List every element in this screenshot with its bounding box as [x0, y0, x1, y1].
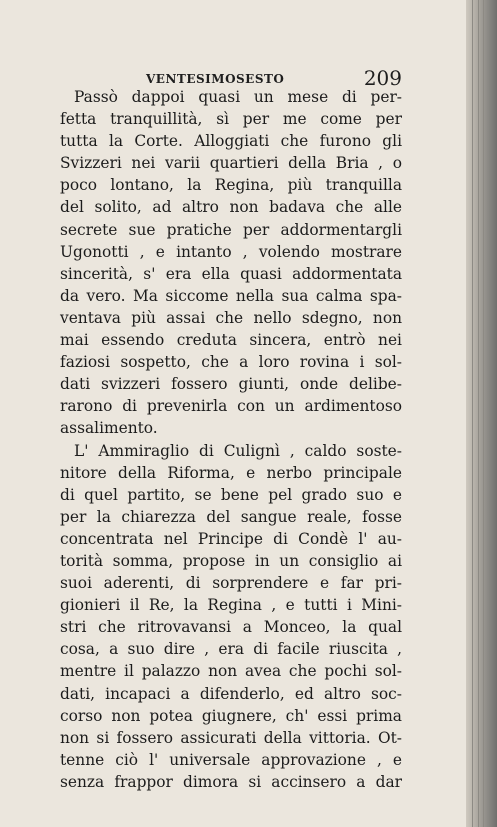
text-line: per la chiarezza del sangue reale, fosse: [60, 507, 402, 526]
text-line: senza frappor dimora si accinsero a dar: [60, 772, 402, 791]
page-edge-line: [472, 0, 473, 827]
text-line: sincerità, s' era ella quasi addormentata: [60, 264, 402, 283]
text-line: dati svizzeri fossero giunti, onde delibe-: [60, 375, 402, 394]
text-line: secrete sue pratiche per addormentargli: [60, 220, 402, 239]
text-line: corso non potea giugnere, ch' essi prima: [60, 706, 402, 725]
text-line: L' Ammiraglio di Culignì , caldo soste-: [74, 441, 402, 460]
text-line: gionieri il Re, la Regina , e tutti i Mini-: [60, 596, 402, 615]
text-line: fetta tranquillità, sì per me come per: [60, 110, 402, 129]
text-line: non si fossero assicurati della vittoria. Ot-: [60, 728, 402, 747]
page-edge-shadow: [466, 0, 497, 827]
text-line: nitore della Riforma, e nerbo principale: [60, 463, 402, 482]
text-line: cosa, a suo dire , era di facile riuscita ,: [60, 640, 402, 659]
text-line: di quel partito, se bene pel grado suo e: [60, 485, 402, 504]
page-number: 209: [363, 66, 402, 90]
text-line: rarono di prevenirla con un ardimentoso: [60, 397, 402, 416]
text-line: ventava più assai che nello sdegno, non: [60, 308, 402, 327]
text-line: Svizzeri nei varii quartieri della Bria , o: [60, 154, 402, 173]
text-line: assalimento.: [60, 419, 158, 438]
text-line: Ugonotti , e intanto , volendo mostrare: [60, 242, 402, 261]
text-line: Passò dappoi quasi un mese di per-: [74, 88, 402, 106]
running-head: VENTESIMOSESTO: [146, 72, 285, 86]
paragraph-1: [60, 86, 402, 440]
text-line: concentrata nel Principe di Condè l' au-: [60, 529, 402, 548]
text-line: suoi aderenti, di sorprendere e far pri-: [60, 574, 402, 593]
text-line: faziosi sospetto, che a loro rovina i sol-: [60, 353, 402, 372]
text-line: mai essendo creduta sincera, entrò nei: [60, 331, 402, 350]
text-line: stri che ritrovavansi a Monceo, la qual: [60, 618, 402, 637]
text-line: tutta la Corte. Alloggiati che furono gli: [60, 132, 402, 151]
page-edge-line: [478, 0, 479, 827]
body-text: [60, 86, 402, 793]
text-line: mentre il palazzo non avea che pochi sol-: [60, 662, 402, 681]
page-edge-line: [483, 0, 484, 827]
paragraph-2: [60, 440, 402, 794]
text-line: tenne ciò l' universale approvazione , e: [60, 750, 402, 769]
text-line: torità somma, propose in un consiglio ai: [60, 551, 402, 570]
text-line: dati, incapaci a difenderlo, ed altro soc-: [60, 684, 402, 703]
text-line: poco lontano, la Regina, più tranquilla: [60, 176, 402, 195]
text-line: da vero. Ma siccome nella sua calma spa-: [60, 286, 402, 305]
text-line: del solito, ad altro non badava che alle: [60, 198, 402, 217]
